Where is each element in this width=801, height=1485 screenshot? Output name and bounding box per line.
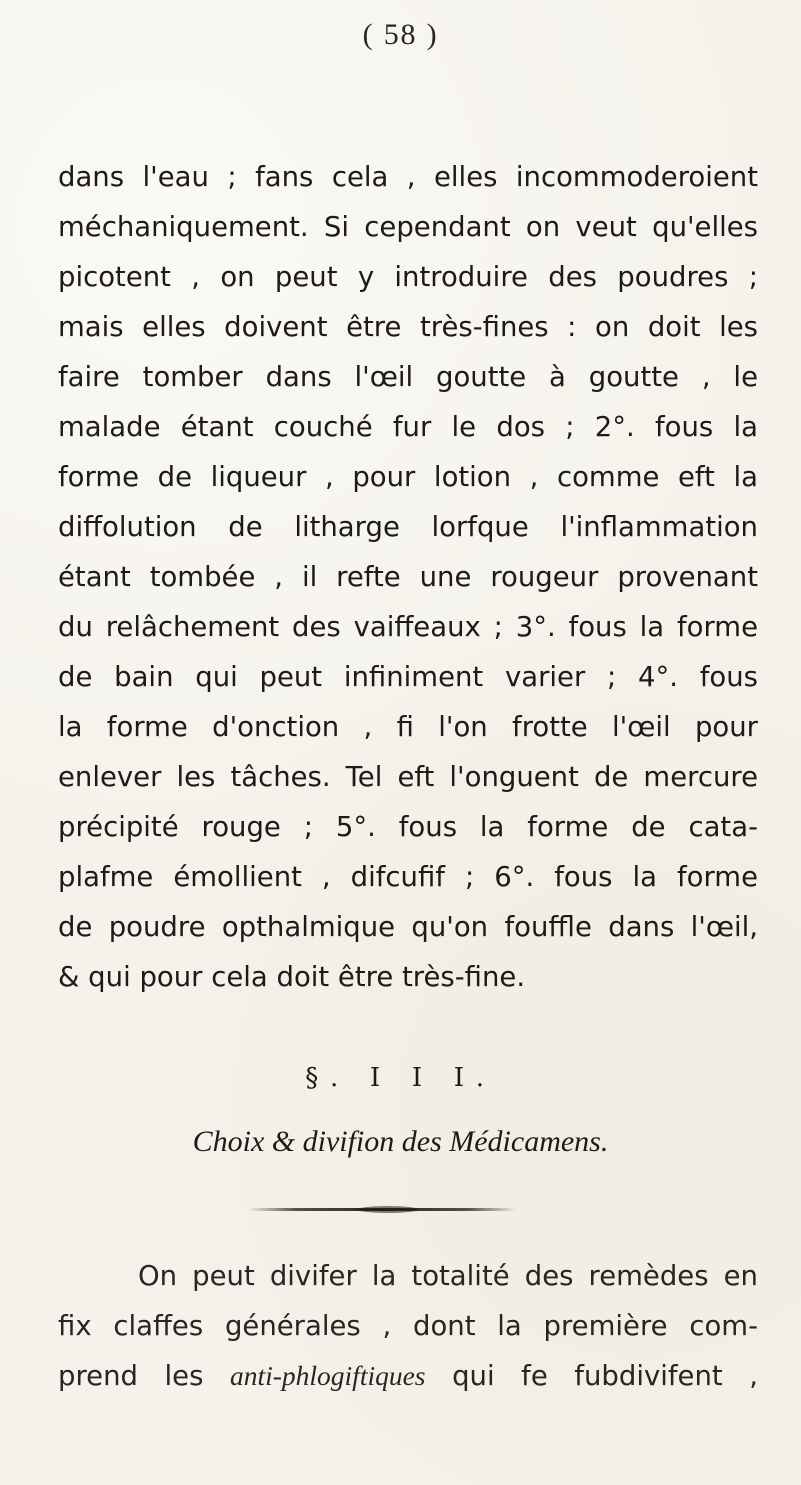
section-number: §. I I I. [305, 1063, 496, 1093]
text-segment: prend les [58, 1360, 230, 1392]
text-line: On peut divifer la totalité des remèdes en [138, 1260, 758, 1292]
text-line: plafme émollient , difcufif ; 6°. fous la forme [58, 861, 758, 893]
ornamental-divider [248, 1208, 516, 1211]
text-line: méchaniquement. Si cependant on veut qu'elles [58, 211, 758, 243]
text-line: malade étant couché fur le dos ; 2°. fous la [58, 411, 758, 443]
text-line: faire tomber dans l'œil goutte à goutte , le [58, 361, 758, 393]
text-line: étant tombée , il refte une rougeur provenant [58, 561, 758, 593]
text-line: forme de liqueur , pour lotion , comme eft la [58, 461, 758, 493]
text-line: du relâchement des vaiffeaux ; 3°. fous la forme [58, 611, 758, 643]
italic-term: anti-phlogiftiques [229, 1360, 426, 1391]
text-segment: qui fe fubdivifent , [425, 1360, 758, 1392]
text-line: picotent , on peut y introduire des poudres ; [58, 261, 758, 293]
section-title: Choix & divifion des Médicamens. [192, 1125, 609, 1158]
text-line: fix claffes générales , dont la première com- [58, 1310, 758, 1342]
text-line: diffolution de litharge lorfque l'inflammation [58, 511, 758, 543]
paragraph-2 [58, 1251, 758, 1401]
text-line: de bain qui peut infiniment varier ; 4°. fous [58, 661, 758, 693]
page-number: ( 58 ) [362, 18, 439, 51]
text-line: & qui pour cela doit être très-fine. [58, 961, 526, 993]
text-line: précipité rouge ; 5°. fous la forme de cata- [58, 811, 758, 843]
text-line: dans l'eau ; fans cela , elles incommoderoient [58, 161, 758, 193]
paragraph-1 [58, 152, 758, 1002]
text-line: mais elles doivent être très-fines : on doit les [58, 311, 758, 343]
text-line: la forme d'onction , fi l'on frotte l'œil pour [58, 711, 758, 743]
text-line: de poudre opthalmique qu'on fouffle dans l'œil, [58, 911, 758, 943]
text-line: enlever les tâches. Tel eft l'onguent de mercure [58, 761, 758, 793]
text-line [58, 1351, 758, 1401]
